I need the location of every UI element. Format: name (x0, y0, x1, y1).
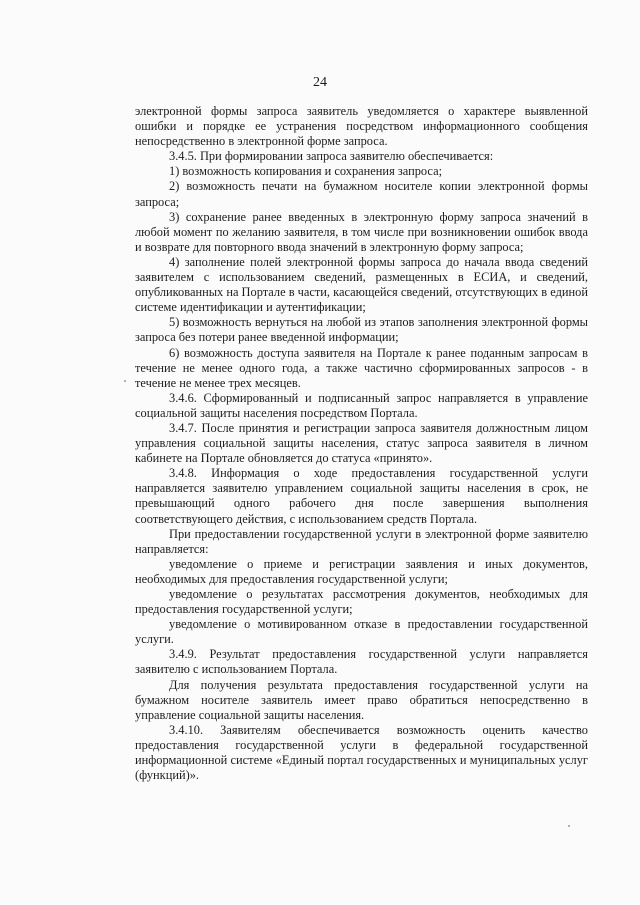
list-item-2: 2) возможность печати на бумажном носителе копии электронной формы запроса; (135, 179, 588, 209)
paragraph-3-4-8: 3.4.8. Информация о ходе предоставления государственной услуги направляется заявителю управлением социальной защиты населения в срок, не превышающий одного рабочего дня после завершения выполнения соответствующего действия, с использованием средств Портала. (135, 466, 588, 526)
paragraph-3-4-9: 3.4.9. Результат предоставления государственной услуги направляется заявителю с использованием Портала. (135, 647, 588, 677)
page-number: 24 (313, 75, 327, 90)
document-body (135, 104, 588, 783)
scan-speck (124, 380, 126, 382)
notification-item-3: уведомление о мотивированном отказе в предоставлении государственной услуги. (135, 617, 588, 647)
notification-item-1: уведомление о приеме и регистрации заявления и иных документов, необходимых для предоставления государственной услуги; (135, 556, 588, 586)
paragraph-3-4-10: 3.4.10. Заявителям обеспечивается возможность оценить качество предоставления государственной услуги в федеральной государственной информационной системе «Единый портал государственных и муниципальных услуг (функций)». (135, 722, 588, 783)
paragraph-3-4-7: 3.4.7. После принятия и регистрации запроса заявителя должностным лицом управления социальной защиты населения, статус запроса заявителя в личном кабинете на Портале обновляется до статуса «принято». (135, 420, 588, 466)
list-item-3: 3) сохранение ранее введенных в электронную форму запроса значений в любой момент по желанию заявителя, в том числе при возникновении ошибок ввода и возврате для повторного ввода значений в электронную форму запроса; (135, 209, 588, 254)
list-item-1: 1) возможность копирования и сохранения запроса; (169, 164, 443, 179)
paragraph-3-4-6: 3.4.6. Сформированный и подписанный запрос направляется в управление социальной защиты населения посредством Портала. (135, 390, 588, 420)
notification-item-2: уведомление о результатах рассмотрения документов, необходимых для предоставления государственной услуги; (135, 587, 588, 617)
scan-speck (568, 825, 570, 827)
list-item-4: 4) заполнение полей электронной формы запроса до начала ввода сведений заявителем с использованием сведений, размещенных в ЕСИА, и сведений, опубликованных на Портале в части, касающейся сведений, отсутствующих в единой системе идентификации и аутентификации; (135, 254, 588, 315)
list-item-6: 6) возможность доступа заявителя на Портале к ранее поданным запросам в течение не менее одного года, а также частично сформированных запросов - в течение не менее трех месяцев. (135, 345, 588, 390)
list-item-5: 5) возможность вернуться на любой из этапов заполнения электронной формы запроса без потери ранее введенной информации; (135, 315, 588, 345)
paragraph-3-4-5: 3.4.5. При формировании запроса заявителю обеспечивается: (169, 149, 494, 164)
paragraph-continuation: электронной формы запроса заявитель уведомляется о характере выявленной ошибки и порядке ее устранения посредством информационного сообщения непосредственно в электронной форме запроса. (135, 104, 588, 149)
paragraph-notifications-intro: При предоставлении государственной услуги в электронной форме заявителю направляется: (135, 526, 588, 556)
paragraph-paper-result: Для получения результата предоставления государственной услуги на бумажном носителе заявитель имеет право обратиться непосредственно в управление социальной защиты населения. (135, 677, 588, 722)
